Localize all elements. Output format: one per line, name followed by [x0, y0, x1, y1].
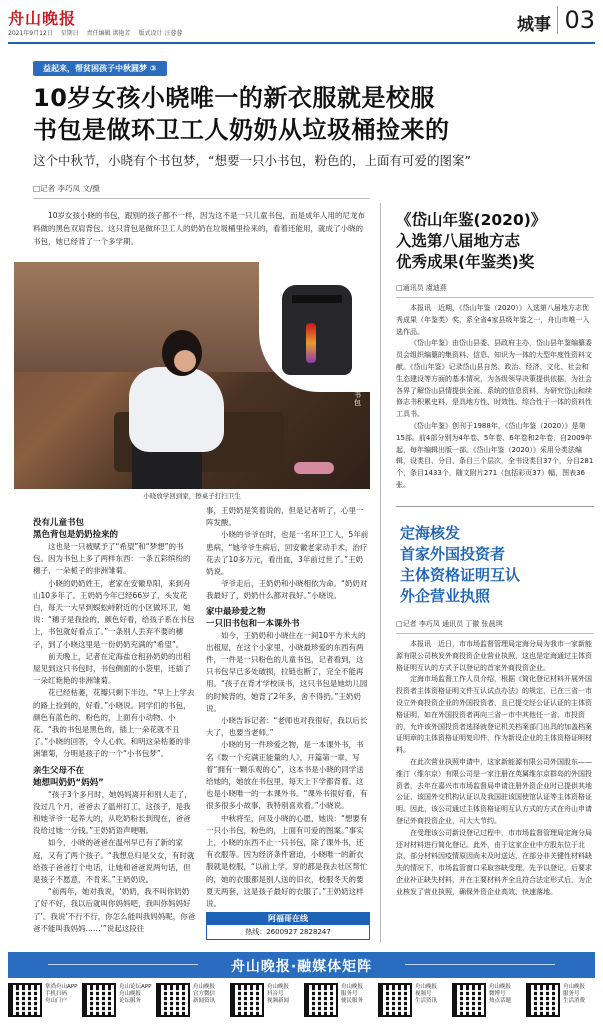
qr-label: 舟山晚报 服务号 生活消费	[563, 984, 586, 1004]
qr-code-icon	[304, 983, 338, 1017]
page-number: 03	[557, 6, 595, 34]
story2-body	[396, 303, 594, 492]
qr-item[interactable]	[82, 981, 154, 1021]
paragraph: 小晓的爷爷在时，也是一名环卫工人，5年前患病，“她爷爷生病后，回安徽老家动手术，治疗花去了10多万元，看出血，3年前过世了。”王奶奶说。	[206, 530, 369, 577]
qr-code-icon	[156, 983, 190, 1017]
subhead: 家中最珍爱之物	[206, 606, 266, 617]
inset-caption: 小晓的书包	[354, 367, 361, 407]
media-matrix-band	[8, 952, 595, 978]
paragraph: 在受理该公司新设登记过程中，市市场监督管理局定海分局还对材料进行简化登记。此外，由于这家企业中方股东位于北京，部分材料因疫情原因尚未及时送达，在部分非关键性材料缺失的情况下，市场监管窗口采取容缺受理，先予以登记，后要求企业补正缺失材料，并在主要材料齐全且符合法定形式后，为企业核发了营业执照，确保外资企业高效、快速落地。	[396, 828, 592, 896]
hotline-box	[206, 912, 370, 940]
paragraph: “前两年，她对我说，‘奶奶，我不叫你奶奶了好不好，我以后就叫你妈妈吧，我叫你妈妈好了’。我说‘不行不行，你怎么能叫我妈妈呢，你爸爸不能叫我妈妈……’”说起这段往	[33, 887, 196, 933]
subhead: 黑色背包是奶奶捡来的	[33, 530, 119, 540]
qr-code-icon	[8, 983, 42, 1017]
qr-item[interactable]	[304, 981, 376, 1021]
qr-item[interactable]	[230, 981, 302, 1021]
qr-code-icon	[378, 983, 412, 1017]
photo-slippers	[294, 462, 334, 474]
paragraph: 事，王奶奶是笑着说的，但是记者听了，心里一阵发酸。	[206, 506, 364, 528]
newspaper-logo: 舟山晚报	[8, 9, 77, 28]
qr-item[interactable]	[452, 981, 524, 1021]
main-photo	[14, 262, 370, 495]
main-headline-line2: 书包是做环卫工人奶奶从垃圾桶捡来的	[33, 116, 450, 144]
photo-caption: 小晓放学回到家，擦桌子打扫卫生	[14, 489, 370, 501]
subhead: 没有儿童书包	[33, 518, 85, 528]
hotline-title: 阿福哥在线	[207, 913, 369, 925]
issue-date: 2021年9月12日	[8, 30, 53, 37]
qr-label: 舟山论坛APP 舟山晚报 论坛服务	[119, 984, 152, 1004]
qr-code-icon	[452, 983, 486, 1017]
paragraph: 爷爷走后，王奶奶和小晓相依为命。“奶奶对我最好了，奶奶什么都对我好。”小晓说。	[206, 579, 368, 601]
responsible-editor: 责任编辑 洪艳芳	[86, 30, 131, 37]
paragraph: 小晓的奶奶姓王，老家在安徽阜阳，来到舟山10多年了。王奶奶今年已经66岁了，头发花白，每天一大早到蜈蚣峙附近的小区做环卫，她说：“穗子是我捡的，颜色好看，给孩子系在书包上，书包就好看点了。”一条别人丢弃不要的穗子，到了小晓这里是一份奶奶充满的“希望”。	[33, 578, 195, 649]
hotline-phone: 热线：2600927 2828247	[245, 928, 331, 936]
paragraph: 小晓的另一件珍爱之物，是一本课外书，书名《数一个充满正能量的人》，开篇第一章，写着“拥有一颗乐观的心”，这本书是小晓的同学送给她的，她放在书包里，每天上下学都背着。这也是小晓唯一的一本课外书。“课外书很好看，有很多很多小故事，我特别喜欢看。”小晓说。	[206, 740, 368, 811]
story2-headline-line2: 入选第八届地方志	[396, 232, 521, 250]
story-separator	[396, 506, 594, 507]
paragraph: 《岱山年鉴》创刊于1988年，《岱山年鉴（2020）》是第15部。前4部分别为4年卷、5年卷、6年卷和2年卷，自2009年起，每年编辑出版一部。《岱山年鉴（2020）》采用分类法编辑，设类目、分目、条目三个层次，全书设类目37个，分目281个，条目1433个，随文附片271（包括彩页37）幅，图表36张。	[396, 421, 594, 489]
issue-weekday: 星期日	[60, 30, 79, 37]
qr-item[interactable]	[378, 981, 450, 1021]
paragraph: 小晓告诉记者：“老师也对我很好，我以后长大了，也要当老师。”	[206, 716, 368, 738]
header-meta	[8, 28, 188, 37]
paragraph: 《岱山年鉴》由岱山县委、县政府主办，岱山县年鉴编纂委员会组织编纂的集资料、信息、知识为一体的大型年度性资料文献。《岱山年鉴》记录岱山县自然、政治、经济、文化、社会和生态建设等方面的基本情况，为各级领导决策提供依据，为社会各界了解岱山县情提供全面、系统的信息资料，为研究岱山和续修志书积累史料，是具地方性、时效性、综合性于一体的资料性工具书。	[396, 339, 592, 419]
qr-code-icon	[526, 983, 560, 1017]
column-divider	[380, 203, 381, 943]
subhead: 她想叫奶奶“妈妈”	[33, 777, 104, 788]
qr-label: 舟山晚报 视频号 生活资讯	[415, 984, 438, 1004]
media-matrix-title: 舟山晚报·融媒体矩阵	[230, 959, 373, 975]
qr-code-icon	[230, 983, 264, 1017]
paragraph: 中秋将至，问及小晓的心愿，她说：“想要有一只小书包，粉色的，上面有可爱的图案。”事实上，小晓的东西不止一只书包，除了课外书，还有衣服等。因为经济条件窘迫，小晓唯一的新衣服就是校服，“以前上学，穿的都是我去社区帮忙的，她的衣服都是别人送的旧衣，校服冬天的要夏天两套，这是孩子最好的衣服了。”王奶奶这样说。	[206, 813, 368, 909]
header-rule	[8, 42, 595, 44]
main-subheadline: 这个中秋节，小晓有个书包梦，“想要一只小书包，粉色的，上面有可爱的图案”	[33, 153, 471, 168]
paragraph: 在此次营业执照申请中，这家新能源有限公司外国股东——维汀（维尔京）有限公司是一家注册在英属维尔京群岛的外国投资者，去年在嘉兴市市场监督局申请注册外资企业时已提供其地公证、该国外交机构认证以及我国驻该国使馆认证等主体资格证明。因此，该公司通过主体资格证明互认方式的方式在舟山申请登记外商投资企业，可大大节约。	[396, 757, 592, 825]
main-column-a	[33, 517, 196, 935]
paragraph: “孩子3个多月时，她妈妈离开和别人走了，没过几个月，爸爸去了温州打工，这孩子，是我和她爷爷一起养大的，从吃奶粉长到现在，爸爸没给过她一分钱。”王奶奶语声哽咽。	[33, 789, 192, 836]
photo-girl-shirt	[129, 367, 224, 452]
story3-headline-line2: 首家外国投资者	[400, 545, 506, 563]
paragraph: 本报讯 近期，《岱山年鉴（2020）》入选第八届地方志优秀成果（年鉴类）奖，系全省4家县级年鉴之一，舟山市唯一入选作品。	[396, 304, 590, 336]
qr-code-icon	[82, 983, 116, 1017]
qr-item[interactable]	[8, 981, 80, 1021]
paragraph: 如今，王奶奶和小晓住在一间10平方米大的出租屋，在这个小家里，小晓最珍爱的东西有两件，一件是一只粉色的儿童书包，记者看到，这只书包早已多处破损，拉链也断了，完全不能再用。“孩子在背才学校读书，这只书包是她幼儿园的时候背的，她背了2年多，舍不得扔。”王奶奶说。	[206, 630, 368, 713]
qr-label: 舟山晚报 官方微信 新闻资讯	[193, 984, 216, 1004]
story2-rule	[396, 297, 594, 298]
backpack-strap	[292, 295, 342, 303]
story2-headline	[396, 210, 594, 273]
story3-byline: □记者 李巧凤 通讯员 丁徽 张晨琪	[396, 620, 503, 628]
qr-label: 掌尚舟山APP 手机扫码 舟山门户	[45, 984, 78, 1004]
story3-headline-line1: 定海核发	[400, 524, 461, 542]
story2-headline-line1: 《岱山年鉴(2020)》	[396, 211, 547, 229]
qr-label: 舟山晚报 抖音号 视频新闻	[267, 984, 290, 1004]
story3-headline-line4: 外企营业执照	[400, 587, 491, 605]
paragraph: 这也是一只被赋予了“希望”和“梦想”的书包。因为书包上多了两样东西：一条五彩缤纷的穗子、一朵栀子的非洲雏菊。	[33, 542, 191, 576]
subhead: 一只旧书包和一本课外书	[206, 618, 300, 629]
series-banner: 益起来，帮贫困孩子中秋圆梦 ③	[33, 61, 167, 76]
main-headline-line1: 10岁女孩小晓唯一的新衣服就是校服	[33, 84, 435, 112]
main-byline: □记者 李巧凤 文/摄	[33, 184, 100, 193]
backpack-tassel	[306, 323, 316, 363]
layout-designer: 版式设计 汪蓉蓉	[138, 30, 183, 37]
main-column-b	[206, 505, 370, 910]
paragraph: 定海市场监督工作人员介绍，根据《简化登记材料开展外国投资者主体资格证明文件互认试点办法》的规定，已在三省一市设立外商投资企业的外国投资者，且已提交经公证认证的主体资格证明，如在外国投资者再向三省一市中其他任一省、市投资的，允许该外国投资者选择就登记机关档案部门出具的加盖档案证明章的主体资格证明复印件，作为新设企业的主体资格证明材料。	[396, 675, 592, 755]
main-lead-paragraph: 10岁女孩小晓的书包，跟别的孩子都不一样，因为这不是一只儿童书包，而是成年人用的尼龙布料做的黑色双肩背包。这只背包是做环卫工人的奶奶在垃圾桶里捡来的，看着还能用，就成了小晓的书包，她已经背了一个多学期。	[33, 211, 366, 246]
masthead	[8, 6, 595, 40]
story3-headline	[400, 523, 594, 607]
section-name: 城事	[517, 15, 551, 35]
photo-girl-face	[174, 350, 196, 372]
main-headline	[33, 82, 593, 146]
qr-code-row	[8, 981, 595, 1021]
paragraph: 前天晚上，记者在定海盐仓租孙奶奶的出租屋见到这只书包时，书包侧面的小袋里，还插了一朵红艳艳的非洲雏菊。	[33, 651, 191, 686]
paragraph: 如今，小晓的爸爸在温州早已有了新的家庭，又有了两个孩子。“我想总归是父女，有时就给孩子爸爸打个电话，让她和爸爸说两句话，但是孩子不愿意，不肯来。”王奶奶说。	[33, 838, 195, 885]
subhead: 亲生父母不在	[33, 765, 85, 776]
qr-label: 舟山晚报 微博号 热点话题	[489, 984, 512, 1004]
qr-item[interactable]	[156, 981, 228, 1021]
story2-headline-line3: 优秀成果(年鉴类)奖	[396, 253, 535, 271]
story3-headline-line3: 主体资格证明互认	[400, 566, 521, 584]
story3-rule	[396, 633, 594, 634]
qr-item[interactable]	[526, 981, 595, 1021]
story3-body	[396, 639, 594, 899]
paragraph: 本报讯 近日，市市场监督管理局定海分局为我市一家新能源有限公司核发外商投资企业营业执照，这也是定海通过主体资格证明互认的方式予以登记的首家外商投资企业。	[396, 640, 592, 672]
paragraph: 花已经枯萎，花瓣只剩下半边。“早上上学去的路上捡到的，好看。”小晓说。同学们的书包，颜色有蓝色的、粉色的，上面有小动物、小花。“我的书包是黑色的，插上一朵花就不丑了。”小晓的回答，令人心软。和明这朵枯萎的非洲雏菊，分明是孩子的一个“小书包梦”。	[33, 688, 195, 759]
byline-rule	[33, 198, 370, 199]
story2-byline: □通讯员 虞迪燕	[396, 284, 447, 292]
qr-label: 舟山晚报 服务号 便民服务	[341, 984, 364, 1004]
